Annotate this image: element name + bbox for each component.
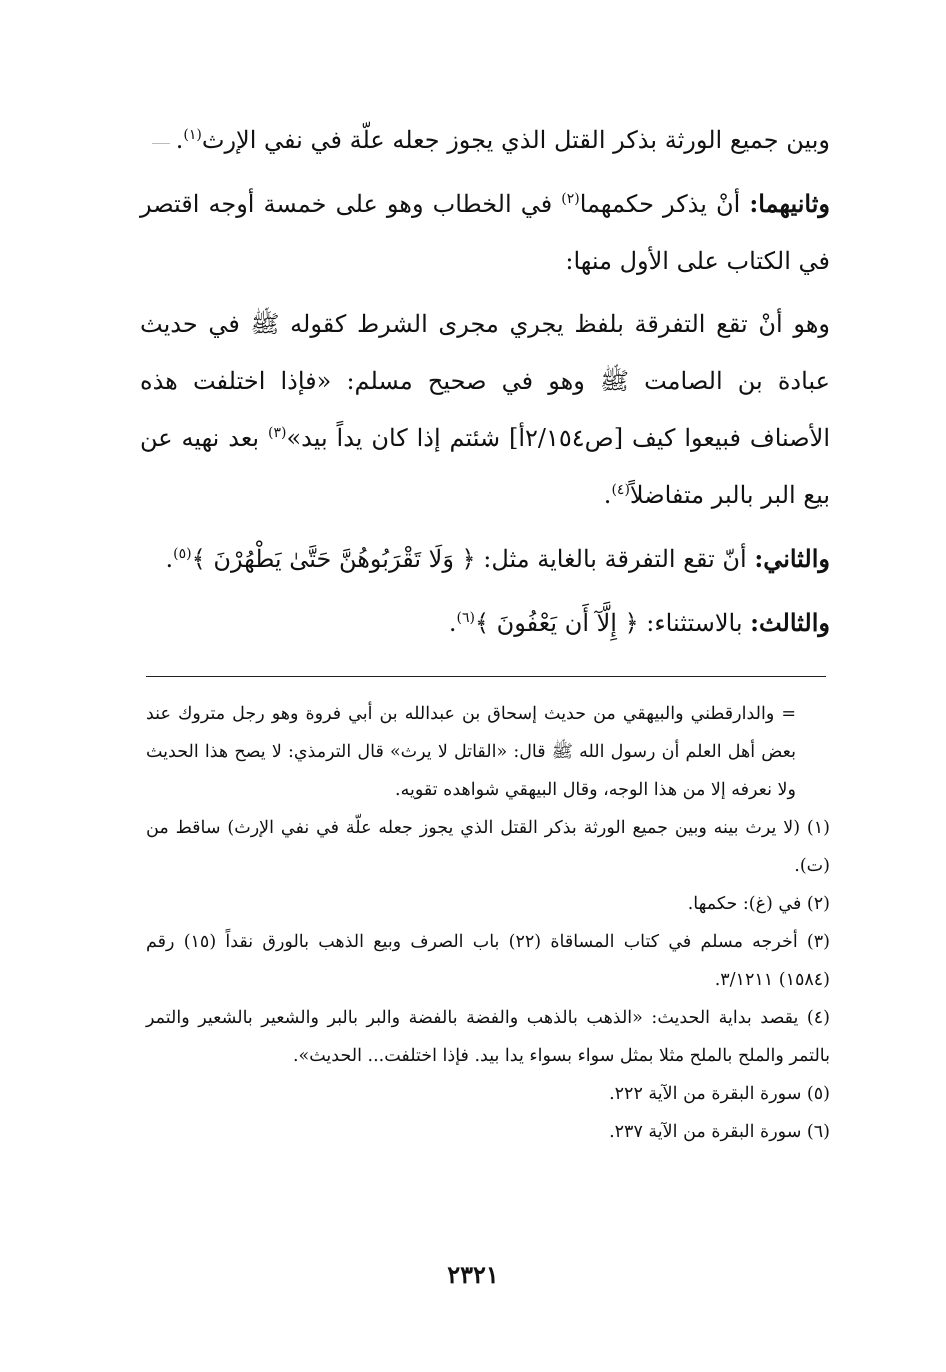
footnote-continuation: = والدارقطني والبيهقي من حديث إسحاق بن عبدالله بن أبي فروة وهو رجل متروك عند بعض أهل العلم أن رسول الله ﷺ قال: «القاتل لا يرث» قال الترمذي: لا يصح هذا الحديث ولا نعرفه إلا من هذا الوجه، وقال البيهقي شواهده تقويه. [146, 704, 796, 800]
footnote-4: (٤) يقصد بداية الحديث: «الذهب بالذهب والفضة بالفضة والبر بالبر والشعير بالشعير والتمر بالتمر والملح بالملح مثلا بمثل سواء بسواء يدا بيد. فإذا اختلفت... الحديث». [146, 1008, 830, 1066]
footnote-ref-6: (٦) [456, 610, 475, 626]
footnotes [146, 695, 830, 1151]
footnote-6: (٦) سورة البقرة من الآية ٢٣٧. [609, 1122, 830, 1142]
footnote-separator [146, 676, 826, 677]
page-number: ٢٣٢١ [447, 1260, 499, 1289]
paragraph-4-heading: والثاني: [754, 544, 830, 573]
footnote-5: (٥) سورة البقرة من الآية ٢٢٢. [609, 1084, 830, 1104]
paragraph-3 [140, 296, 830, 524]
footnote-1: (١) (لا يرث بينه وبين جميع الورثة بذكر القتل الذي يجوز جعله علّة في نفي الإرث) ساقط من (ت). [146, 818, 830, 876]
paragraph-3-text-b: بعد نهيه عن بيع البر بالبر متفاضلاً [140, 424, 830, 509]
footnote-ref-5: (٥) [173, 546, 192, 562]
paragraph-1-end: . [175, 126, 184, 154]
paragraph-5 [140, 594, 830, 652]
paragraph-2-text-a: أنْ يذكر حكمهما [579, 190, 750, 218]
paragraph-4-text: أنّ تقع التفرقة بالغاية مثل: ﴿ وَلَا تَقْرَبُوهُنَّ حَتَّىٰ يَطْهُرْنَ ﴾ [191, 545, 755, 573]
paragraph-5-text: بالاستثناء: ﴿ إِلَّآ أَن يَعْفُونَ ﴾ [474, 609, 751, 637]
paragraph-2-heading: وثانيهما: [749, 189, 830, 218]
paragraph-4-end: . [165, 545, 174, 573]
footnote-ref-3: (٣) [267, 425, 287, 441]
paragraph-4 [140, 530, 830, 588]
paragraph-3-end: . [603, 481, 612, 509]
footnote-ref-1: (١) [183, 127, 202, 143]
paragraph-2-text-b: في الخطاب وهو على خمسة أوجه اقتصر في الكتاب على الأول منها: [140, 190, 830, 275]
paragraph-1 [140, 112, 830, 169]
paragraph-1-text: وبين جميع الورثة بذكر القتل الذي يجوز جعله علّة في نفي الإرث [201, 126, 830, 154]
paragraph-3-text-a: وهو أنْ تقع التفرقة بلفظ يجري مجرى الشرط كقوله ﷺ في حديث عبادة بن الصامت ﷺ وهو في صحيح مسلم: «فإذا اختلفت هذه الأصناف فبيعوا كيف [ص٢/١٥٤أ] شئتم إذا كان يداً بيد» [140, 310, 830, 452]
footnote-3: (٣) أخرجه مسلم في كتاب المساقاة (٢٢) باب الصرف وبيع الذهب بالورق نقداً (١٥) رقم (١٥٨٤) ٣/١٢١١. [146, 932, 830, 990]
footnote-ref-4: (٤) [611, 482, 630, 498]
footnote-ref-2: (٢) [561, 191, 580, 207]
paragraph-5-end: . [448, 609, 457, 637]
paragraph-2 [140, 175, 830, 290]
paragraph-5-heading: والثالث: [750, 608, 830, 637]
footnote-2: (٢) في (غ): حكمها. [687, 894, 830, 914]
main-text [140, 112, 830, 658]
